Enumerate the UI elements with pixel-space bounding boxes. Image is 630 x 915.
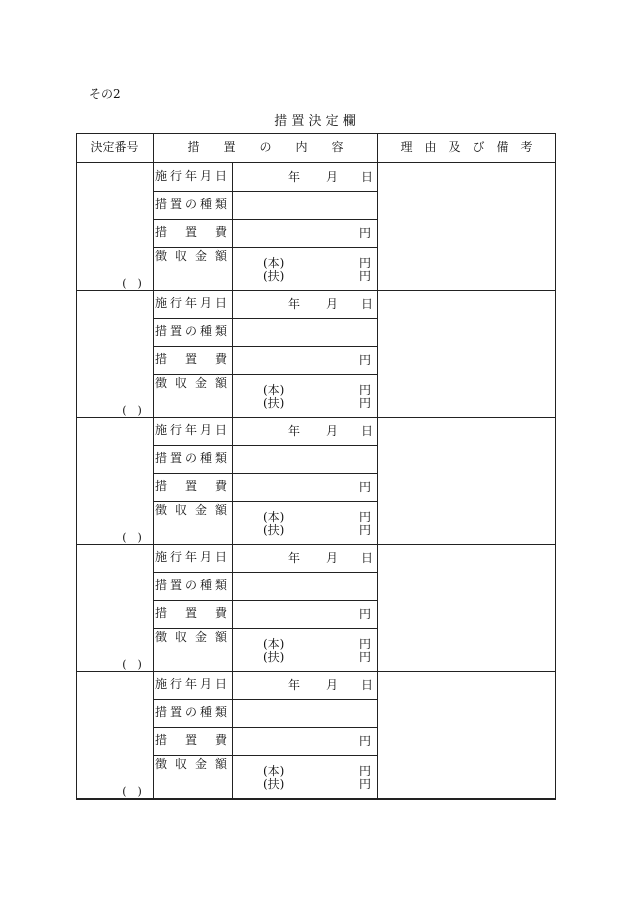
label-date: 施行年月日 [155,677,227,691]
label-date: 施行年月日 [155,550,227,564]
decision-table [76,133,555,799]
unit-year: 年 [288,297,301,311]
unit-day: 日 [361,551,374,565]
label-hon: (本) [263,764,285,778]
unit-yen: 円 [359,256,372,270]
label-date: 施行年月日 [155,423,227,437]
unit-yen: 円 [359,607,372,621]
row-divider [76,798,555,799]
table-row-4 [76,544,555,672]
unit-month: 月 [326,551,339,565]
unit-yen: 円 [359,510,372,524]
unit-yen: 円 [359,383,372,397]
label-collection: 徴収金額 [155,376,227,390]
label-cost: 措置費 [155,479,227,493]
decision-number-paren: ( ) [122,277,142,290]
label-divider [232,417,233,544]
label-hon: (本) [263,637,285,651]
unit-yen: 円 [359,269,372,283]
table-row-5 [76,671,555,799]
label-date: 施行年月日 [155,296,227,310]
unit-year: 年 [288,424,301,438]
label-type: 措置の種類 [155,451,227,465]
label-divider [232,163,233,290]
table-row-1 [76,163,555,291]
unit-yen: 円 [359,226,372,240]
unit-day: 日 [361,170,374,184]
label-type: 措置の種類 [155,578,227,592]
label-collection: 徴収金額 [155,630,227,644]
label-cost: 措置費 [155,606,227,620]
unit-year: 年 [288,170,301,184]
unit-yen: 円 [359,777,372,791]
label-hon: (本) [263,383,285,397]
unit-year: 年 [288,551,301,565]
unit-month: 月 [326,424,339,438]
unit-yen: 円 [359,650,372,664]
label-cost: 措置費 [155,225,227,239]
label-fu: (扶) [263,650,285,664]
label-hon: (本) [263,256,285,270]
label-fu: (扶) [263,777,285,791]
label-hon: (本) [263,510,285,524]
label-type: 措置の種類 [155,197,227,211]
label-fu: (扶) [263,269,285,283]
unit-month: 月 [326,678,339,692]
label-type: 措置の種類 [155,324,227,338]
table-row-3 [76,417,555,545]
unit-day: 日 [361,424,374,438]
label-type: 措置の種類 [155,705,227,719]
label-cost: 措置費 [155,352,227,366]
unit-yen: 円 [359,396,372,410]
label-divider [232,544,233,671]
label-collection: 徴収金額 [155,757,227,771]
label-cost: 措置費 [155,733,227,747]
doc-label: その2 [89,87,121,101]
unit-yen: 円 [359,353,372,367]
unit-yen: 円 [359,637,372,651]
header-content: 措 置 の 内 容 [187,140,344,154]
label-collection: 徴収金額 [155,503,227,517]
header-reason: 理 由 及 び 備 考 [400,140,533,154]
label-divider [232,671,233,798]
label-date: 施行年月日 [155,169,227,183]
page-title: 措 置 決 定 欄 [274,114,356,129]
unit-day: 日 [361,678,374,692]
decision-number-paren: ( ) [122,404,142,417]
decision-number-paren: ( ) [122,531,142,544]
unit-year: 年 [288,678,301,692]
decision-number-paren: ( ) [122,658,142,671]
label-fu: (扶) [263,523,285,537]
unit-month: 月 [326,297,339,311]
unit-yen: 円 [359,480,372,494]
table-row-2 [76,290,555,418]
unit-yen: 円 [359,764,372,778]
unit-yen: 円 [359,523,372,537]
unit-month: 月 [326,170,339,184]
label-divider [232,290,233,417]
header-decision-number: 決定番号 [90,140,139,154]
label-fu: (扶) [263,396,285,410]
unit-day: 日 [361,297,374,311]
decision-number-paren: ( ) [122,785,142,798]
unit-yen: 円 [359,734,372,748]
label-collection: 徴収金額 [155,249,227,263]
